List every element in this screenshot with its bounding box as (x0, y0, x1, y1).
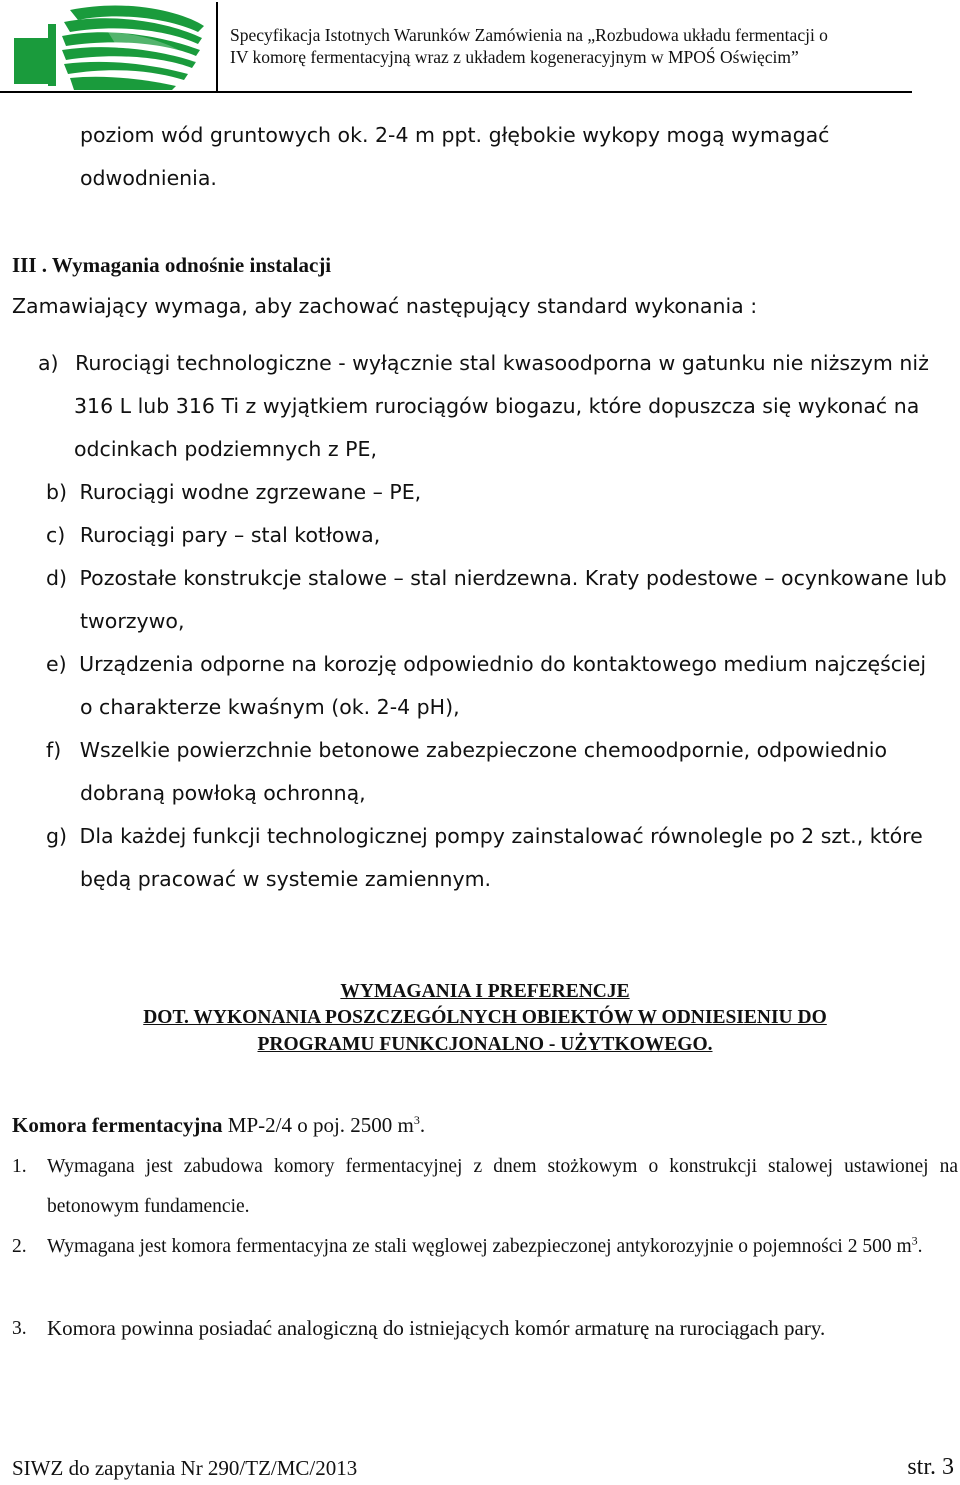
list-item-g (46, 823, 923, 849)
list-item-b (46, 479, 421, 505)
intro-line-2: odwodnienia. (80, 166, 217, 190)
list-item-d (46, 565, 947, 591)
requirements-heading-line-2: DOT. WYKONANIA POSZCZEGÓLNYCH OBIEKTÓW W ODNIESIENIU DO (143, 1007, 827, 1028)
list-text: Rurociągi technologiczne - wyłącznie stal kwasoodporna w gatunku nie niższym niż (75, 351, 929, 375)
header-line-2: IV komorę fermentacyjną wraz z układem kogeneracyjnym w MPOŚ Oświęcim” (230, 47, 799, 67)
chamber-title-sup: 3 (413, 1113, 420, 1127)
header-title (230, 24, 950, 68)
list-item-e-line-2: o charakterze kwaśnym (ok. 2-4 pH), (80, 695, 460, 719)
item-number: 1. (12, 1156, 27, 1177)
header-line-1: Specyfikacja Istotnych Warunków Zamówienia na „Rozbudowa układu fermentacji o (230, 25, 828, 45)
requirements-heading-line-3: PROGRAMU FUNKCJONALNO - UŻYTKOWEGO. (257, 1034, 713, 1055)
list-item-c (46, 522, 380, 548)
requirements-heading-line-1: WYMAGANIA I PREFERENCJE (340, 981, 630, 1002)
list-label: e) (46, 652, 67, 676)
section-lead: Zamawiający wymaga, aby zachować następujący standard wykonania : (12, 294, 758, 318)
list-item-a (38, 350, 929, 376)
item-sup: 3 (911, 1233, 918, 1248)
item-text: Wymagana jest zabudowa komory fermentacyjnej z dnem stożkowym o konstrukcji stalowej ustawionej na betonowym fundamencie. (47, 1156, 958, 1217)
section-title: III . Wymagania odnośnie instalacji (12, 253, 332, 277)
item-text-wrap (47, 1227, 958, 1267)
list-label: f) (46, 738, 62, 762)
list-item-a-line-3: odcinkach podziemnych z PE, (74, 437, 377, 461)
list-item-f-line-2: dobraną powłoką ochronną, (80, 781, 366, 805)
list-label: c) (46, 523, 66, 547)
chamber-title-end: . (419, 1113, 426, 1137)
list-item-g-line-2: będą pracować w systemie zamiennym. (80, 867, 492, 891)
list-item-e (46, 651, 926, 677)
item-text: Komora powinna posiadać analogiczną do istniejących komór armaturę na rurociągach pary. (47, 1316, 826, 1340)
page-header (0, 0, 960, 94)
list-text: Wszelkie powierzchnie betonowe zabezpieczone chemoodpornie, odpowiednio (79, 738, 888, 762)
chamber-title-rest: MP-2/4 o poj. 2500 m (222, 1113, 414, 1137)
list-text: Pozostałe konstrukcje stalowe – stal nierdzewna. Kraty podestowe – ocynkowane lub (79, 566, 947, 590)
chamber-item-3 (12, 1307, 958, 1350)
list-label: g) (46, 824, 68, 848)
item-text: Wymagana jest komora fermentacyjna ze stali węglowej zabezpieczonej antykorozyjnie o pojemności 2 500 m (47, 1236, 912, 1257)
intro-line-1: poziom wód gruntowych ok. 2-4 m ppt. głębokie wykopy mogą wymagać (80, 123, 830, 147)
item-number: 2. (12, 1236, 27, 1257)
chamber-item-1 (12, 1147, 958, 1227)
list-text: Rurociągi pary – stal kotłowa, (79, 523, 381, 547)
chamber-title (12, 1112, 425, 1138)
list-label: d) (46, 566, 68, 590)
list-text: Urządzenia odporne na korozję odpowiednio do kontaktowego medium najczęściej (79, 652, 927, 676)
company-logo-icon (8, 4, 208, 90)
list-text: Dla każdej funkcji technologicznej pompy zainstalować równolegle po 2 szt., które (79, 824, 923, 848)
chamber-title-bold: Komora fermentacyjna (12, 1113, 223, 1137)
page-number: str. 3 (907, 1454, 954, 1480)
list-item-a-line-2: 316 L lub 316 Ti z wyjątkiem rurociągów biogazu, które dopuszcza się wykonać na (74, 394, 920, 418)
footer-reference: SIWZ do zapytania Nr 290/TZ/MC/2013 (12, 1456, 358, 1480)
list-item-d-line-2: tworzywo, (80, 609, 185, 633)
header-rule (0, 91, 912, 93)
list-item-f (46, 737, 887, 763)
chamber-item-2 (12, 1227, 958, 1267)
list-label: b) (46, 480, 68, 504)
item-end: . (917, 1236, 923, 1257)
header-divider (216, 2, 218, 92)
item-number: 3. (12, 1318, 27, 1339)
list-label: a) (38, 351, 59, 375)
list-text: Rurociągi wodne zgrzewane – PE, (79, 480, 422, 504)
